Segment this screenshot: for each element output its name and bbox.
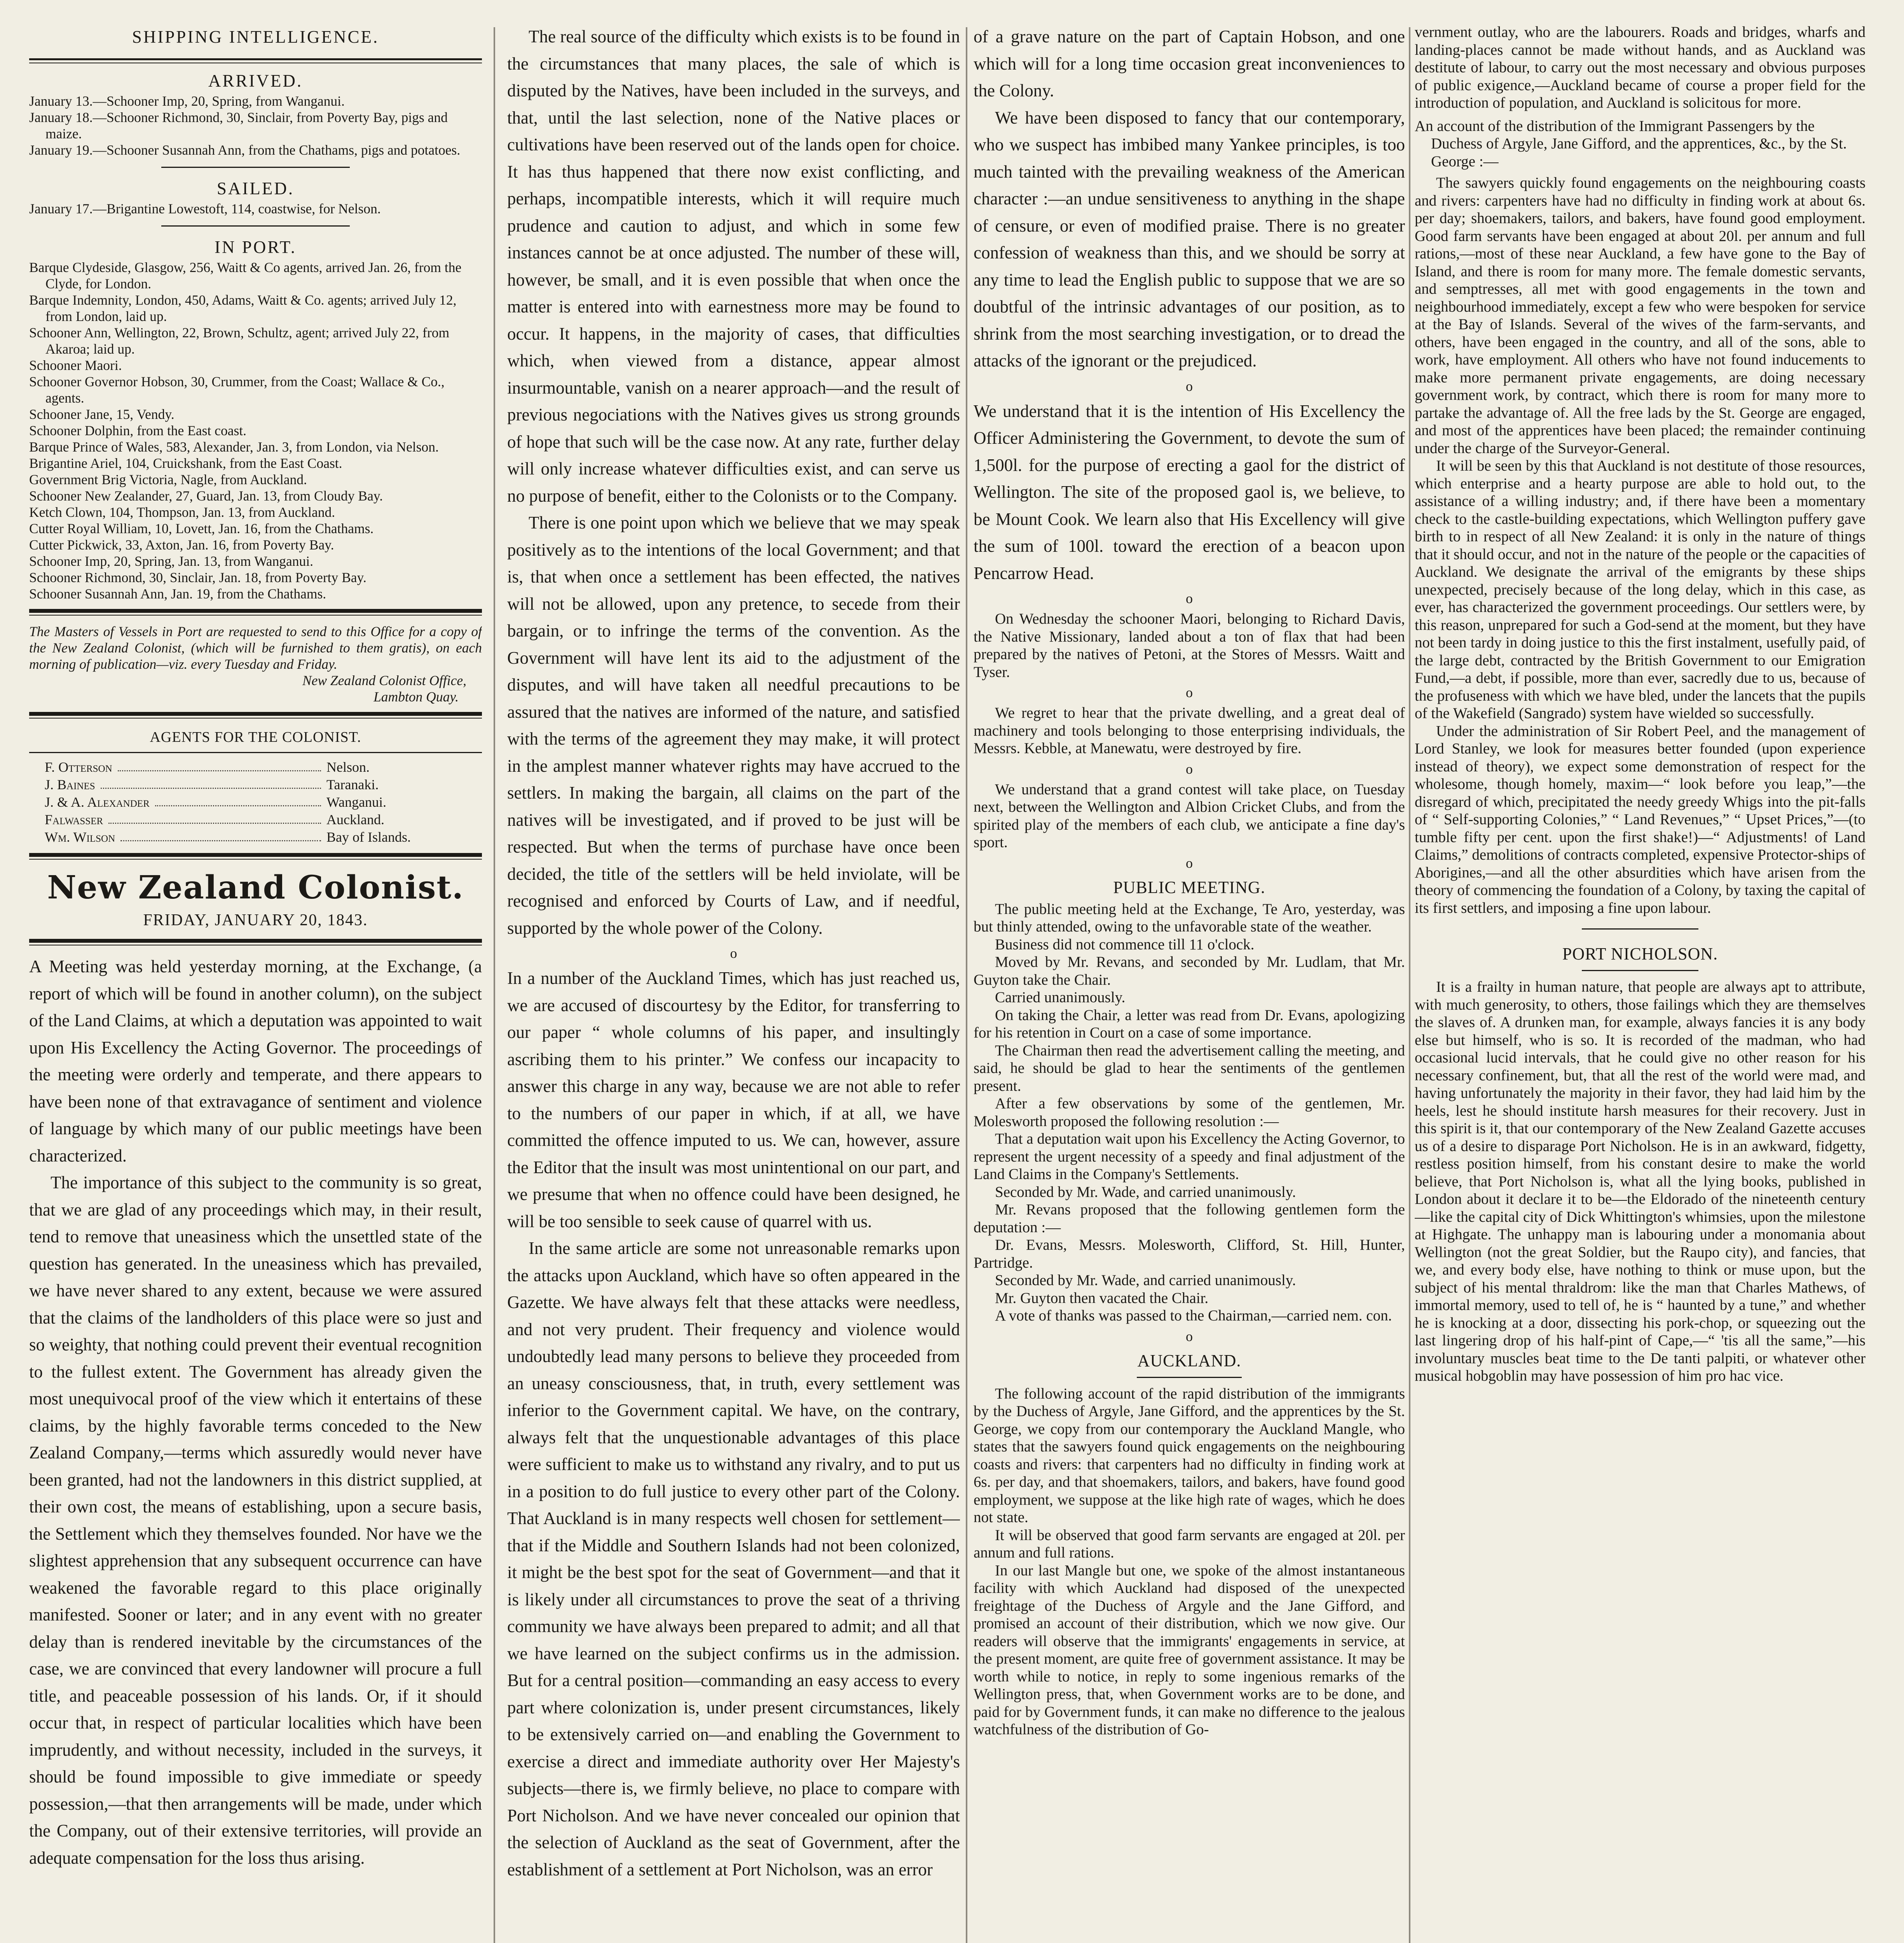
auckland-paragraph: It will be seen by this that Auckland is not destitute of those resources, which enterprise and a hearty purpose are able to hold out, to the assistance of a willing industry; and, if there have been a momentary check to the castle-building expectations, which Wellington puffery gave birth to in respect of all New Zealand: it is only in the nature of things that it should occur, and not in the nature of the people or the capacities of Auckland. We designate the arrival of the emigrants by these ships unexpected, precisely because of the long delay, which in this case, as ever, has characterized the government proceedings. Our settlers were, by this reason, unprepared for such a God-send at the moment, but they have not been tardy in doing justice to this the first instalment, usefully paid, of the large debt, contracted by the British Government to our Emigration Fund,—a debt, if possible, more than ever, sacredly due to us, because of the profuseness with which we have bled, under the lancets that the pupils of the Wakefield (Sangrado) system have wielded so successfully. [1415,457,1866,722]
article-paragraph: In the same article are some not unreasonable remarks upon the attacks upon Auckland, which have so often appeared in the Gazette. We have always felt that these attacks were needless, and not very prudent. Their frequency and violence would undoubtedly lead many persons to believe they proceeded from an uneasy consciousness, that, in truth, every settlement was inferior to the Government capital. We have, on the contrary, always felt that the unquestionable advantages of this place were sufficient to make us to withstand any rivalry, and to put us in a position to do full justice to every other part of the Colony. That Auckland is in many respects well chosen for settlement—that if the Middle and Southern Islands had not been colonized, it might be the best spot for the seat of Government—and that it is likely under all circumstances to prove the seat of a thriving community we have always been prepared to admit; and all that we have learned on the subject confirms us in the admission. But for a central position—commanding an easy access to every part where colonization is, under present circumstances, likely to be extensively carried on—and enabling the Government to exercise a direct and immediate authority over Her Majesty's subjects—there is, we firmly believe, no place to compare with Port Nicholson. And we have never concealed our opinion that the selection of Auckland as the seat of Government, after the establishment of a settlement at Port Nicholson, was an error [507,1238,960,1879]
auckland-paragraph: The sawyers quickly found engagements on the neighbouring coasts and rivers: carpenters have had no difficulty in finding work at about 6s. per day; shoemakers, tailors, and bakers, have found good employment. Good farm servants have been engaged at about 20l. per annum and full rations,—most of these near Auckland, a few have gone to the Bay of Island, and there is room for many more. The female domestic servants, and semptresses, all met with good engagements in the town and neighbourhood immediately, except a few who were bespoken for service at the Bay of Islands. Several of the wives of the farm-servants, and others, have been engaged in the country, and all of the sons, able to work, have employment. All others who have not found inducements to make more permanent private engagements, are doing necessary government work, by contract, which there is room for many more to partake the advantage of. All the free lads by the St. George are engaged, and most of the apprentices have been placed; the remainder continuing under the charge of the Surveyor-General. [1415,174,1866,457]
agent-place: Bay of Islands. [326,829,411,845]
thick-rule [29,853,482,860]
separator: o [730,945,737,961]
list-item: January 17.—Brigantine Lowestoft, 114, coastwise, for Nelson. [29,201,381,216]
agent-name: Wm. Wilson [45,829,115,845]
arrived-heading: ARRIVED. [208,71,303,91]
arrived-list [29,93,482,158]
leader-paragraph: A Meeting was held yesterday morning, at the Exchange, (a report of which will be found in another column), on the subject of the Land Claims, at which a deputation was appointed to wait upon His Excellency the Acting Governor. The proceedings of the meeting were orderly and temperate, and there appears to have been none of that extravagance of sentiment and violence of language by which many of our public meetings have been characterized. [29,957,482,1165]
auckland-paragraph: The following account of the rapid distribution of the immigrants by the Duchess of Argyle, Jane Gifford, and the apprentices by the St. George, we copy from our contemporary the Auckland Mangle, who states that the sawyers found quick engagements on the neighbouring coasts and rivers: that carpenters had no difficulty in finding work at 6s. per day, and that shoemakers, tailors, and bakers, have found good employment, we suppose at the like high rate of wages, which he does not state. [974,1385,1405,1526]
short-rule [161,167,350,168]
leader-paragraph: The importance of this subject to the community is so great, that we are glad of any proceedings which may, in their result, tend to remove that uneasiness which the unsettled state of the question has generated. In the uneasiness which has prevailed, we have never shared to any extent, because we were assured that the claims of the landholders of this place were so just and so weighty, that nothing could prevent their eventual recognition to the fullest extent. The Government has already given the most unequivocal proof of the view which it entertains of these claims, by the highly favorable terms conceded to the New Zealand Company,—terms which assuredly would never have been granted, had not the landowners in this district supplied, at their own cost, the means of establishing, upon a secure basis, the Settlement which they themselves founded. Nor have we the slightest apprehension that any subsequent occurrence can have weakened the favorable regard to this place originally manifested. Sooner or later; and in any event with no greater delay than is rendered inevitable by the circumstances of the case, we are convinced that every landowner will procure a full title, and peaceable possession of his lands. Or, if it should occur that, in respect of particular localities which have been imprudently, and without necessity, included in the surveys, it should be found impossible to give immediate or speedy possession,—that then arrangements will be made, under which the Company, out of their extensive territories, will provide an adequate compensation for the loss thus arising. [29,1173,482,1868]
article-paragraph: of a grave nature on the part of Captain Hobson, and one which will for a long time occasion great inconveniences to the Colony. [974,27,1405,100]
separator: o [1186,761,1193,777]
agent-row [29,794,482,811]
list-item: Brigantine Ariel, 104, Cruickshank, from the East Coast. [29,455,342,471]
list-item: Schooner New Zealander, 27, Guard, Jan. 13, from Cloudy Bay. [29,488,383,504]
meeting-paragraph: The Chairman then read the advertisement calling the meeting, and said, he should be glad to hear the sentiments of the gentlemen present. [974,1042,1405,1094]
news-item: We regret to hear that the private dwelling, and a great deal of machinery and tools belonging to those enterprising individuals, the Messrs. Kebble, at Manewatu, were destroyed by fire. [974,705,1405,757]
public-meeting-heading: PUBLIC MEETING. [1113,877,1265,897]
agent-row [29,759,482,776]
agents-heading: AGENTS FOR THE COLONIST. [150,729,361,745]
column-rule [1409,27,1410,1943]
meeting-paragraph: Mr. Guyton then vacated the Chair. [995,1289,1209,1306]
separator: o [1186,1328,1193,1344]
port-nicholson-heading: PORT NICHOLSON. [1562,944,1718,963]
auckland-paragraph: vernment outlay, who are the labourers. Roads and bridges, wharfs and landing-places cannot be made without hands, and as Auckland was destitute of labour, to carry out the most necessary and obvious purposes of public exigence,—Auckland became of course a proper field for the introduction of population, and Auckland is solicitous for more. [1415,24,1866,111]
leader-paragraph: There is one point upon which we believe that we may speak positively as to the intentions of the local Government; and that is, that when once a settlement has been effected, the natives will not be allowed, upon any pretence, to secede from their bargain, or to infringe the terms of the convention. As the Government will have lent its aid to the adjustment of the disputes, and will have taken all needful precautions to be assured that the natives are informed of the nature, and satisfied with the terms of the agreement they may make, it will protect in the amplest manner whatever rights may have accrued to the settlers. In making the bargain, all claims on the part of the natives will be investigated, and if proved to be just will be respected. But when the terms of purchase have once been decided, the title of the settlers will be held inviolate, will be recognised and enforced by Courts of Law, and if needful, supported by the whole power of the Colony. [507,513,960,938]
list-item: Schooner Susannah Ann, Jan. 19, from the Chathams. [29,586,326,602]
column-2 [507,23,960,1943]
meeting-paragraph: Dr. Evans, Messrs. Molesworth, Clifford, St. Hill, Hunter, Partridge. [974,1237,1405,1271]
thick-rule [29,939,482,945]
list-item: Schooner Richmond, 30, Sinclair, Jan. 18, from Poverty Bay. [29,570,366,585]
list-item: Ketch Clown, 104, Thompson, Jan. 13, from Auckland. [29,504,335,520]
auckland-heading: AUCKLAND. [1137,1351,1241,1370]
masters-notice: The Masters of Vessels in Port are requested to send to this Office for a copy of the New Zealand Colonist, (which will be furnished to them gratis), on each morning of publication—viz. every Tuesday and Friday. [29,624,482,672]
meeting-paragraph: That a deputation wait upon his Excellency the Acting Governor, to represent the urgent necessity of a speedy and final adjustment of the Land Claims in the Company's Settlements. [974,1130,1405,1183]
separator: o [1186,855,1193,871]
agent-place: Taranaki. [326,777,379,792]
list-item: Schooner Dolphin, from the East coast. [29,423,247,438]
column-rule [966,27,967,1943]
thick-rule [29,712,482,719]
article-paragraph: We have been disposed to fancy that our contemporary, who we suspect has imbibed many Yankee principles, is too much tainted with the prevailing weakness of the American character :—an undue sensitiveness to anything in the shape of censure, or even of modified praise. There is no greater confession of weakness than this, and we should be sorry at any time to lead the English public to suppose that we are so doubtful of the intrinsic advantages of our position, as to shrink from the most searching investigation, or to dread the attacks of the ignorant or the prejudiced. [974,108,1405,370]
meeting-paragraph: Mr. Revans proposed that the following gentlemen form the deputation :— [974,1201,1405,1236]
thick-rule [29,609,482,616]
list-item: January 13.—Schooner Imp, 20, Spring, from Wanganui. [29,93,345,109]
news-item: We understand that a grand contest will take place, on Tuesday next, between the Wellington and Albion Cricket Clubs, and from the spirited play of the members of each club, we anticipate a fine day's sport. [974,781,1405,851]
list-item: Barque Prince of Wales, 583, Alexander, Jan. 3, from London, via Nelson. [29,439,439,455]
masthead-title: New Zealand Colonist. [47,869,464,906]
list-item: Barque Clydeside, Glasgow, 256, Waitt & Co agents, arrived Jan. 26, from the Clyde, for London. [29,260,462,291]
meeting-paragraph: Moved by Mr. Revans, and seconded by Mr. Ludlam, that Mr. Guyton take the Chair. [974,954,1405,988]
list-item: Schooner Maori. [29,358,122,373]
meeting-paragraph: After a few observations by some of the gentlemen, Mr. Molesworth proposed the following resolution :— [974,1095,1405,1130]
list-item: Barque Indemnity, London, 450, Adams, Waitt & Co. agents; arrived July 12, from London, laid up. [29,292,457,324]
news-item: We understand that it is the intention of His Excellency the Officer Administering the Government, to devote the sum of 1,500l. for the purpose of erecting a gaol for the district of Wellington. The site of the proposed gaol is, we believe, to be Mount Cook. We learn also that His Excellency will give the sum of 100l. toward the erection of a beacon upon Pencarrow Head. [974,401,1405,583]
port-nicholson-paragraph: It is a frailty in human nature, that people are always apt to attribute, with much generosity, to others, those failings which they are themselves the slaves of. A drunken man, for example, always fancies it is any body else but himself, who is so. It is recorded of the madman, who had occasional lucid intervals, that he could give no other reason for his necessary confinement, but, that all the rest of the world were mad, and having unfortunately the majority in their favor, they had laid him by the heels, lest he should institute harsh measures for their recovery. Just in this spirit is it, that our contemporary of the New Zealand Gazette accuses us of a desire to disparage Port Nicholson. He is in an awkward, fidgetty, restless position himself, from his constant desire to make the world believe, that Port Nicholson is, what all the lying books, published in London about it declare it to be—the Eldorado of the nineteenth century—like the capital city of Dick Whittington's whimsies, upon the milestone at Highgate. The unhappy man is labouring under a monomania about Wellington (not the great Soldier, but the Raupo city), and fancies, that we, and every body else, have nothing to think or muse upon, but the subject of his mental thraldrom: like the man that Charles Mathews, of immortal memory, used to tell of, he is “ haunted by a tune,” and whether he is knocking at a door, dissecting his pork-chop, or squeezing out the last lingering drop of his half-pint of Cape,—“ 'tis all the same,”—his involuntary muscles beat time to the De tanti palpiti, or whatever other musical hobgoblin may have possession of him pro hac vice. [1415,978,1866,1384]
meeting-paragraph: Business did not commence till 11 o'clock. [995,936,1255,953]
separator: o [1186,591,1193,606]
list-item: January 18.—Schooner Richmond, 30, Sinclair, from Poverty Bay, pigs and maize. [29,110,448,141]
agent-row [29,776,482,794]
shipping-heading: SHIPPING INTELLIGENCE. [132,27,379,47]
masthead-date: FRIDAY, JANUARY 20, 1843. [143,911,368,929]
separator: o [1186,685,1193,700]
list-item: Cutter Pickwick, 33, Axton, Jan. 16, from Poverty Bay. [29,537,334,553]
agent-row [29,828,482,846]
auckland-paragraph: Under the administration of Sir Robert Peel, and the management of Lord Stanley, we look for measures better founded (upon experience instead of theory), we expect some demonstration of respect for the wholesome, though homely, maxim—“ look before you leap,”—the disregard of which, precipitated the needy greedy Whigs into the pit-falls of “ Self-supporting Colonies,” “ Land Revenues,” “ Upset Prices,”—(to tumble fifty per cent. upon the first shake!)—“ Adjustments! of Land Claims,” demolitions of contracts completed, expensive Protector-ships of Aborigines,—and all the other absurdities which have arisen from the theory of commencing the foundation of a Colony, by taxing the capital of its first settlers, and imposing a fine upon labour. [1415,722,1866,916]
list-item: Schooner Jane, 15, Vendy. [29,406,175,422]
agent-name: F. Otterson [45,759,112,775]
meeting-paragraph: On taking the Chair, a letter was read from Dr. Evans, apologizing for his retention in Court on a case of some importance. [974,1006,1405,1041]
article-paragraph: In a number of the Auckland Times, which has just reached us, we are accused of discourtesy by the Editor, for transferring to our paper “ whole columns of his paper, and insultingly ascribing them to his printer.” We confess our incapacity to answer this charge in any way, because we are not able to refer to the numbers of our paper in which, if at all, we have committed the offence imputed to us. We can, however, assure the Editor that the insult was most unintentional on our part, and we presume that when no offence could have been designed, he will be too sensible to seek cause of quarrel with us. [507,968,960,1231]
column-rule [494,27,495,1943]
short-rule [1582,928,1698,930]
meeting-paragraph: Seconded by Mr. Wade, and carried unanimously. [995,1183,1296,1200]
agent-name: Falwasser [45,812,103,827]
agent-place: Wanganui. [326,794,387,810]
column-3 [974,23,1405,1943]
auckland-paragraph: It will be observed that good farm servants are engaged at 20l. per annum and full rations. [974,1526,1405,1561]
short-rule [1582,970,1698,971]
meeting-paragraph: Carried unanimously. [995,989,1126,1006]
list-item: Cutter Royal William, 10, Lovett, Jan. 16, from the Chathams. [29,521,374,536]
in-port-heading: IN PORT. [215,237,297,257]
double-rule [29,58,482,63]
meeting-paragraph: A vote of thanks was passed to the Chairman,—carried nem. con. [995,1307,1392,1324]
distribution-heading: An account of the distribution of the Immigrant Passengers by the Duchess of Argyle, Jane Gifford, and the apprentices, &c., by the St. George :— [1415,117,1847,170]
agent-row [29,811,482,828]
list-item: Schooner Ann, Wellington, 22, Brown, Schultz, agent; arrived July 22, from Akaroa; laid up. [29,325,450,357]
list-item: Schooner Governor Hobson, 30, Crummer, from the Coast; Wallace & Co., agents. [29,374,445,406]
agent-place: Auckland. [326,812,384,827]
column-1 [29,23,482,1943]
notice-signature: Lambton Quay. [373,689,459,705]
news-item: On Wednesday the schooner Maori, belonging to Richard Davis, the Native Missionary, landed about a ton of flax that had been prepared by the natives of Petoni, at the Stores of Messrs. Waitt and Tyser. [974,610,1405,680]
separator: o [1186,378,1193,394]
agent-name: J. Baines [45,777,95,792]
in-port-list [29,259,482,602]
notice-signature: New Zealand Colonist Office, [302,673,466,688]
list-item: Government Brig Victoria, Nagle, from Auckland. [29,472,307,487]
short-rule [161,225,350,227]
auckland-paragraph: In our last Mangle but one, we spoke of the almost instantaneous facility with which Auckland had disposed of the unexpected freightage of the Duchess of Argyle and the Jane Gifford, and promised an account of their distribution, which we now give. Our readers will observe that the immigrants' engagements in service, at the present moment, are quite free of government assistance. It may be worth while to notice, in reply to some ingenious remarks of the Wellington press, that, when Government works are to be done, and paid for by Government funds, it can make no difference to the jealous watchfulness of the distribution of Go- [974,1562,1405,1738]
meeting-paragraph: Seconded by Mr. Wade, and carried unanimously. [995,1272,1296,1289]
leader-paragraph: The real source of the difficulty which exists is to be found in the circumstances that many places, the sale of which is disputed by the Natives, have been included in the surveys, and that, until the last selection, none of the Native places or cultivations have been reserved out of the lands open for choice. It has thus happened that there now exist conflicting, and perhaps, incompatible interests, which it will require much prudence and caution to adjust, and which in some few instances cannot be at once adjusted. The number of these will, however, be small, and it is even possible that when once the matter is entered into with earnestness more may be found to occur. It happens, in the majority of cases, that difficulties which, when viewed from a distance, appear almost insurmountable, vanish on a nearer approach—and the result of previous negociations with the Natives gives us strong grounds of hope that such will be the case now. At any rate, further delay will only increase whatever difficulties exist, and can serve us no purpose of benefit, either to the Colonists or to the Company. [507,27,960,506]
rule [29,752,482,753]
short-rule [1137,1377,1242,1378]
column-4 [1415,23,1866,1943]
sailed-heading: SAILED. [216,179,295,198]
agent-name: J. & A. Alexander [45,794,150,810]
list-item: January 19.—Schooner Susannah Ann, from the Chathams, pigs and potatoes. [29,142,461,158]
agent-place: Nelson. [326,759,370,775]
list-item: Schooner Imp, 20, Spring, Jan. 13, from Wanganui. [29,553,314,569]
meeting-paragraph: The public meeting held at the Exchange, Te Aro, yesterday, was but thinly attended, owing to the unfavorable state of the weather. [974,900,1405,935]
